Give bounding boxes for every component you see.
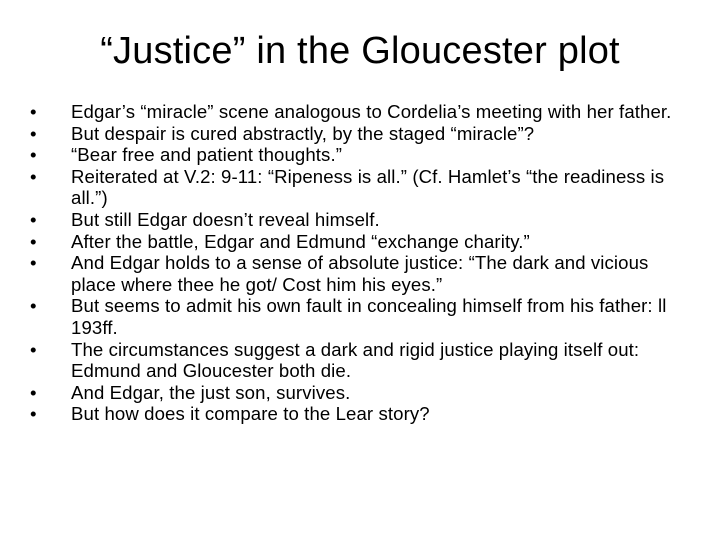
bullet-dot-icon: • xyxy=(30,403,37,425)
bullet-text: “Bear free and patient thoughts.” xyxy=(71,144,343,166)
bullet-item xyxy=(26,209,698,231)
bullet-text: But still Edgar doesn’t reveal himself. xyxy=(71,208,380,230)
bullet-item xyxy=(26,339,698,382)
slide-title: “Justice” in the Gloucester plot xyxy=(100,30,620,72)
bullet-text: After the battle, Edgar and Edmund “exchange charity.” xyxy=(71,230,530,252)
bullet-item xyxy=(26,403,698,425)
bullet-item xyxy=(26,101,698,123)
bullet-item xyxy=(26,166,698,209)
bullet-dot-icon: • xyxy=(30,295,37,317)
bullet-dot-icon: • xyxy=(30,381,37,403)
bullet-dot-icon: • xyxy=(30,101,37,122)
bullet-item xyxy=(26,231,698,253)
bullet-text: But despair is cured abstractly, by the staged “miracle”? xyxy=(71,122,535,144)
bullet-dot-icon: • xyxy=(30,252,37,274)
bullet-text: And Edgar, the just son, survives. xyxy=(71,381,351,403)
bullet-text: But how does it compare to the Lear story? xyxy=(71,403,430,425)
bullet-item xyxy=(26,295,698,338)
bullet-dot-icon: • xyxy=(30,165,37,187)
bullet-item xyxy=(26,123,698,145)
bullet-text: Edgar’s “miracle” scene analogous to Cordelia’s meeting with her father. xyxy=(71,101,672,122)
bullet-dot-icon: • xyxy=(30,338,37,360)
bullet-text: And Edgar holds to a sense of absolute justice: “The dark and vicious place where thee he got/ Cost him his eyes.” xyxy=(71,252,649,295)
bullet-dot-icon: • xyxy=(30,144,37,166)
bullet-text: But seems to admit his own fault in concealing himself from his father: ll 193ff. xyxy=(71,295,667,338)
bullet-dot-icon: • xyxy=(30,230,37,252)
bullet-text: The circumstances suggest a dark and rigid justice playing itself out: Edmund and Gloucester both die. xyxy=(71,338,640,382)
bullet-item xyxy=(26,382,698,404)
bullet-dot-icon: • xyxy=(30,122,37,144)
bullet-item xyxy=(26,144,698,166)
bullet-dot-icon: • xyxy=(30,208,37,230)
bullet-text: Reiterated at V.2: 9-11: “Ripeness is all.” (Cf. Hamlet’s “the readiness is all.”) xyxy=(71,165,665,209)
bullet-item xyxy=(26,252,698,295)
bullet-list xyxy=(26,101,698,425)
